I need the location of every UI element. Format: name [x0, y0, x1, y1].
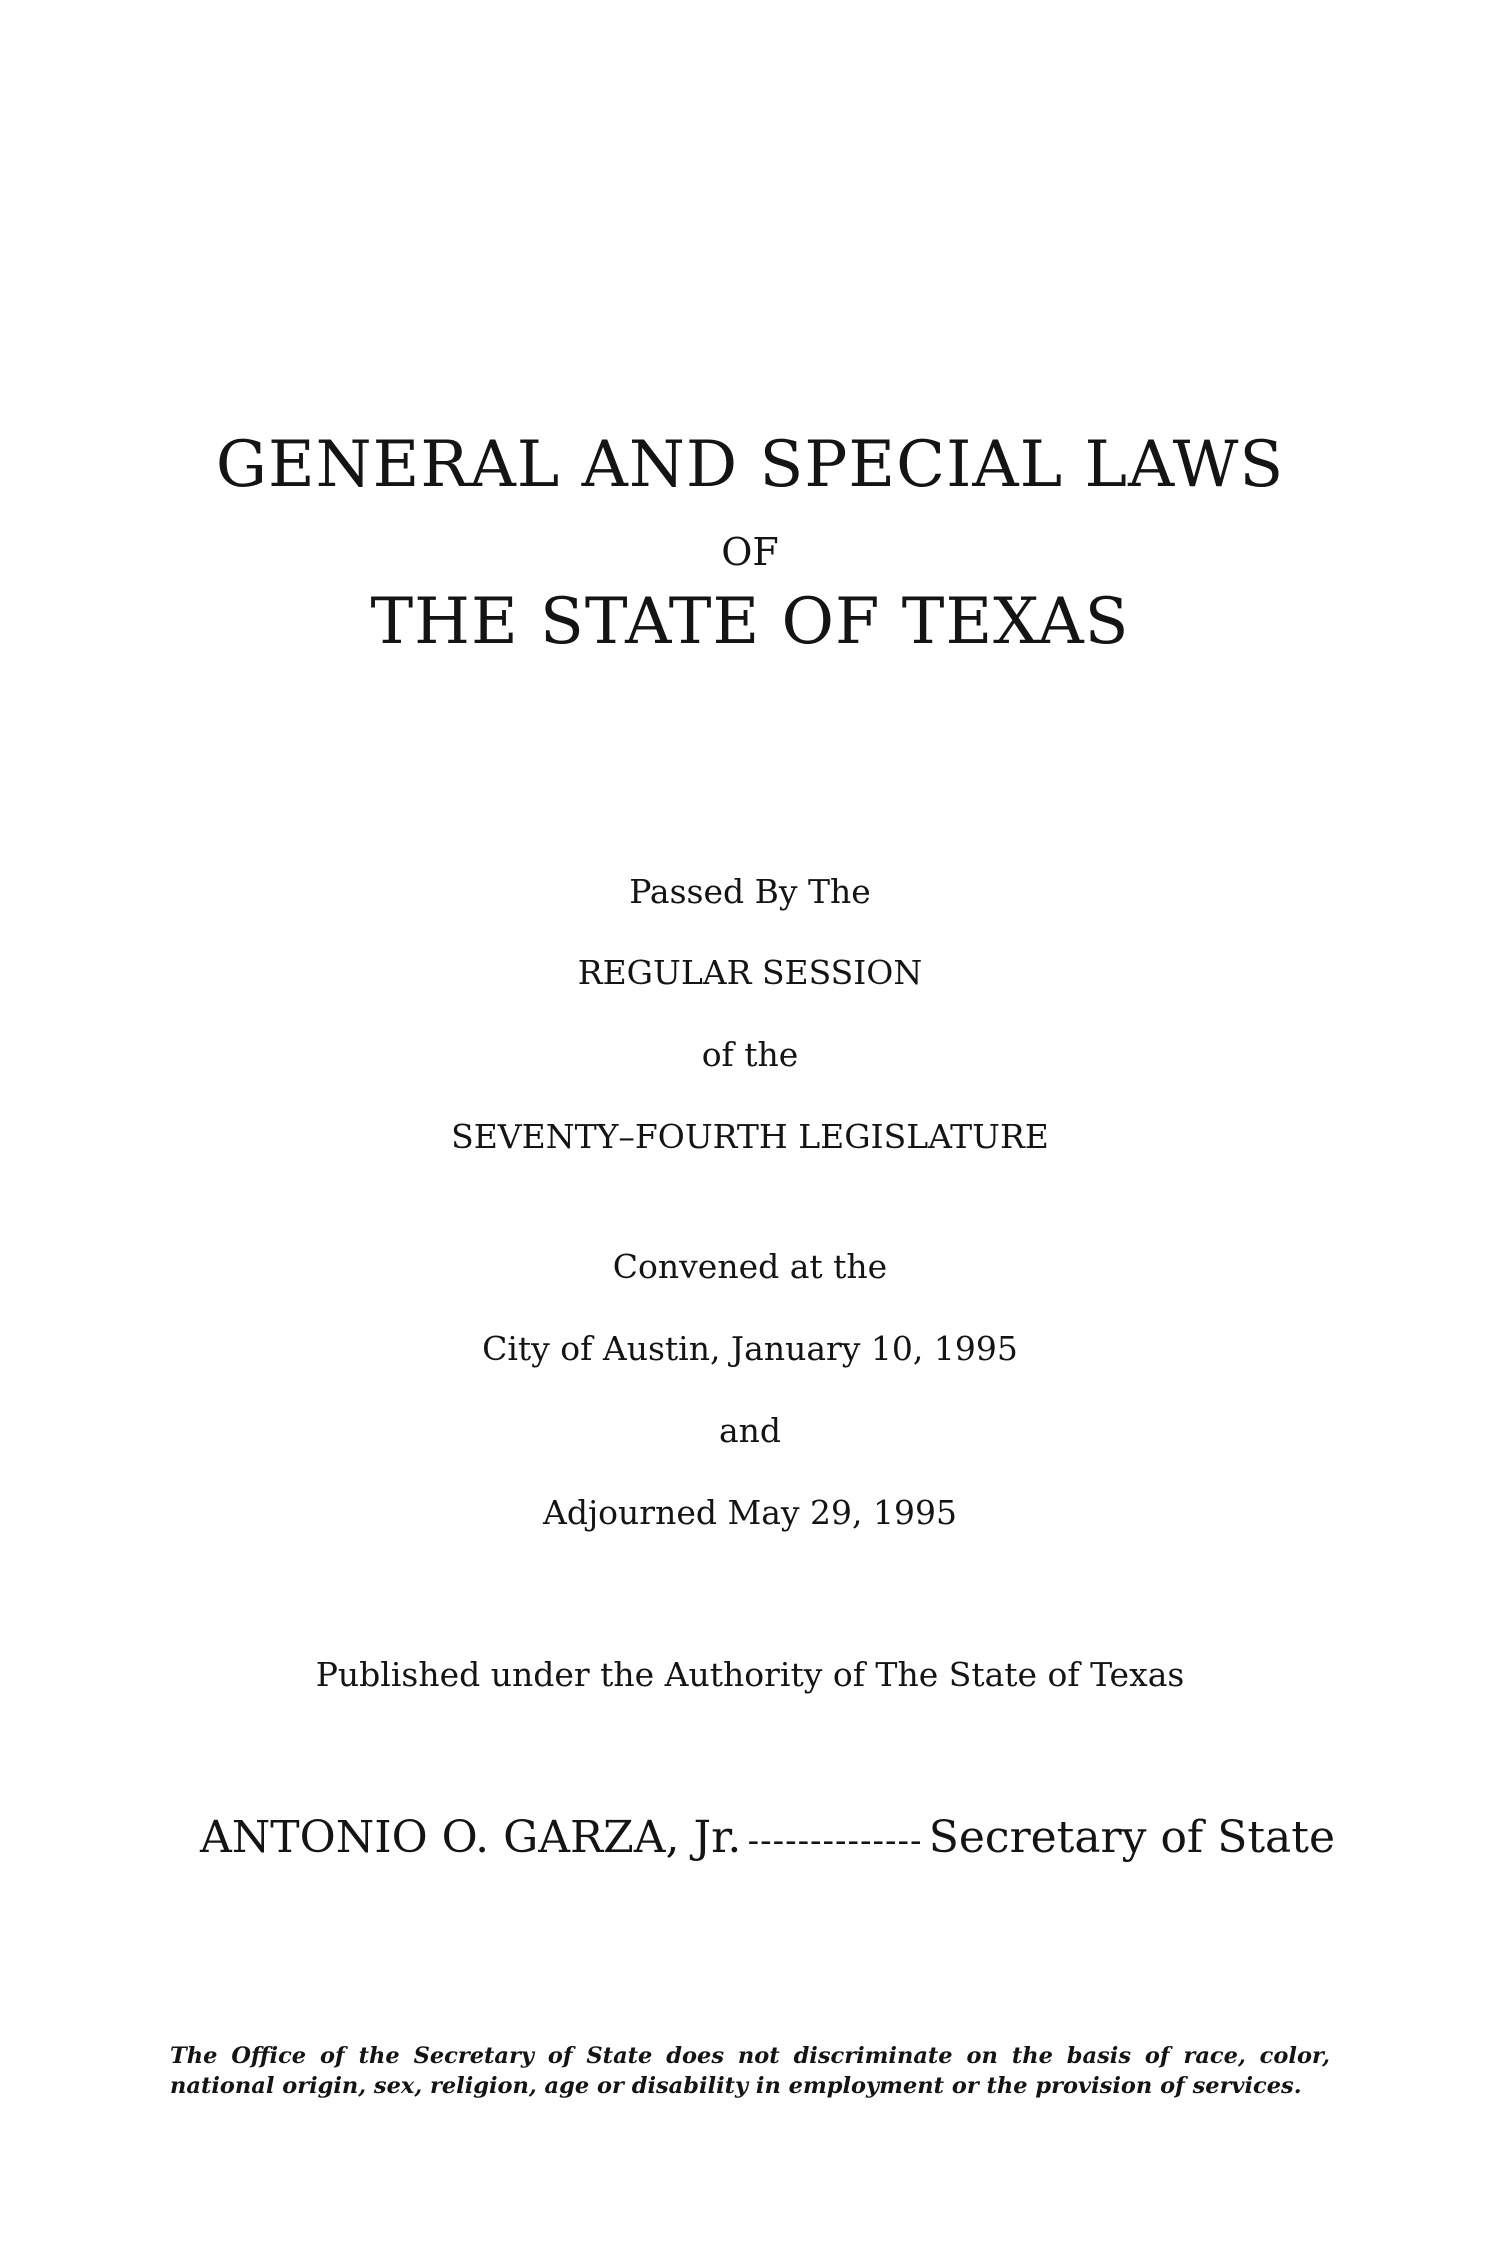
passed-by-text: Passed By The: [629, 872, 871, 911]
and-text: and: [718, 1411, 782, 1450]
secretary-name: ANTONIO O. GARZA, Jr.: [200, 1812, 742, 1863]
title-line-general-laws: GENERAL AND SPECIAL LAWS: [215, 428, 1285, 502]
session-name-text: REGULAR SESSION: [577, 953, 923, 992]
of-the-text: of the: [701, 1035, 799, 1074]
title-line-state-of-texas: THE STATE OF TEXAS: [370, 585, 1130, 659]
adjourned-text: Adjourned May 29, 1995: [542, 1493, 958, 1532]
title-line-of: OF: [721, 530, 779, 574]
secretary-office: Secretary of State: [928, 1812, 1335, 1863]
nondiscrimination-notice: The Office of the Secretary of State does not discriminate on the basis of race, color, national origin, sex, religion, age or disability in employment or the provision of services.: [170, 2042, 1330, 2099]
signature-separator: --------------: [747, 1821, 923, 1861]
city-date-text: City of Austin, January 10, 1995: [482, 1329, 1018, 1368]
legislature-text: SEVENTY–FOURTH LEGISLATURE: [451, 1117, 1049, 1156]
authority-text: Published under the Authority of The State of Texas: [315, 1655, 1185, 1694]
convened-text: Convened at the: [612, 1247, 888, 1286]
signature-line: [200, 1812, 1335, 1863]
